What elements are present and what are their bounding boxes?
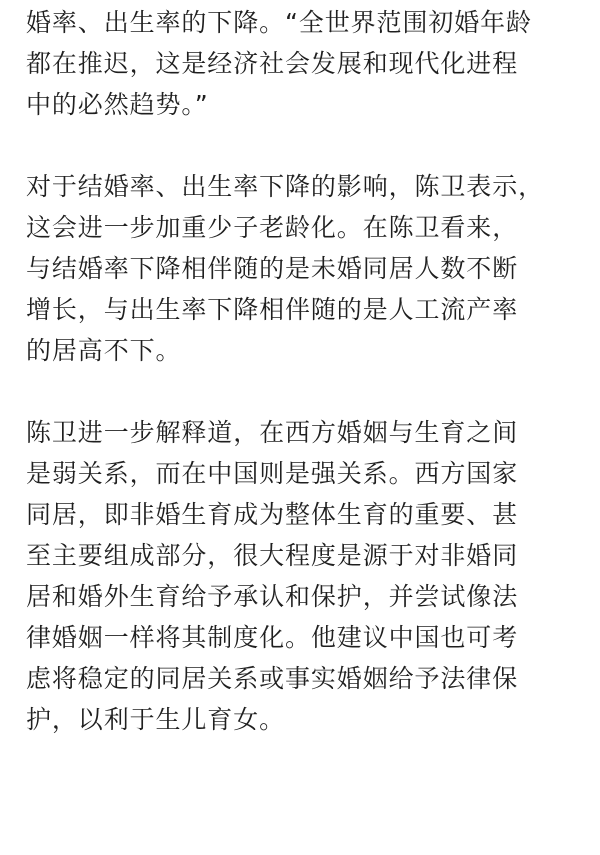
paragraph-3 (26, 412, 582, 740)
paragraph-2 (26, 166, 582, 371)
paragraph-line: 的居高不下。 (26, 336, 182, 365)
paragraph-line: 陈卫进一步解释道，在西方婚姻与生育之间 (26, 418, 519, 447)
paragraph-line: 这会进一步加重少子老龄化。在陈卫看来， (26, 213, 519, 242)
paragraph-line: 律婚姻一样将其制度化。他建议中国也可考 (26, 623, 519, 652)
article-body (26, 2, 582, 740)
paragraph-line: 与结婚率下降相伴随的是未婚同居人数不断 (26, 254, 519, 283)
paragraph-line: 婚率、出生率的下降。“全世界范围初婚年龄 (26, 8, 532, 37)
paragraph-1 (26, 2, 582, 125)
paragraph-line: 至主要组成部分，很大程度是源于对非婚同 (26, 541, 519, 570)
paragraph-line: 虑将稳定的同居关系或事实婚姻给予法律保 (26, 664, 519, 693)
paragraph-line: 居和婚外生育给予承认和保护，并尝试像法 (26, 582, 519, 611)
paragraph-line: 增长，与出生率下降相伴随的是人工流产率 (26, 295, 519, 324)
paragraph-line: 中的必然趋势。” (26, 90, 209, 119)
paragraph-line: 是弱关系，而在中国则是强关系。西方国家 (26, 459, 519, 488)
paragraph-line: 对于结婚率、出生率下降的影响，陈卫表示， (26, 172, 545, 201)
paragraph-line: 护，以利于生儿育女。 (26, 705, 286, 734)
paragraph-line: 都在推迟，这是经济社会发展和现代化进程 (26, 49, 519, 78)
paragraph-line: 同居，即非婚生育成为整体生育的重要、甚 (26, 500, 519, 529)
